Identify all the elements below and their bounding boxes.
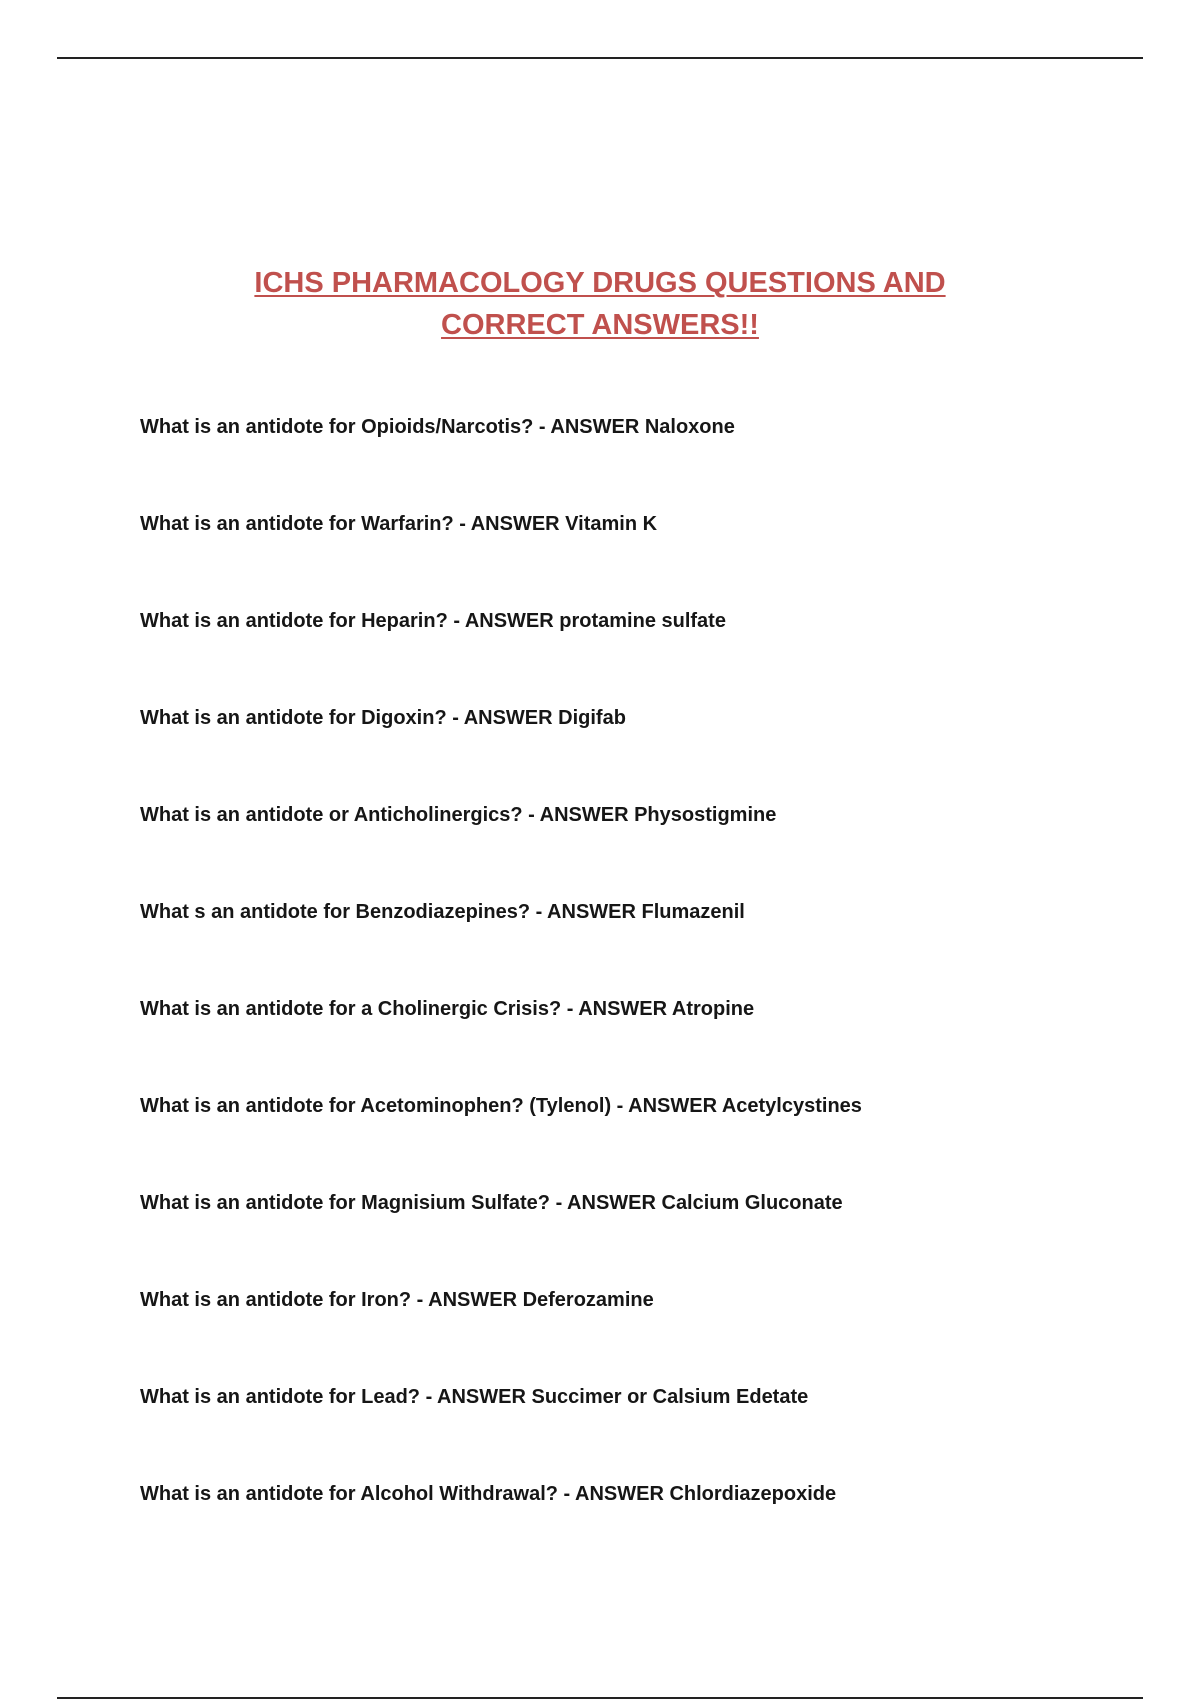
qa-item-benzodiazepines: What s an antidote for Benzodiazepines? - ANSWER Flumazenil [140, 901, 745, 923]
qa-item-lead: What is an antidote for Lead? - ANSWER Succimer or Calsium Edetate [140, 1386, 809, 1408]
top-divider [57, 57, 1143, 59]
qa-item-alcohol-withdrawal: What is an antidote for Alcohol Withdrawal? - ANSWER Chlordiazepoxide [140, 1483, 837, 1505]
qa-item-magnesium-sulfate: What is an antidote for Magnisium Sulfate? - ANSWER Calcium Gluconate [140, 1192, 843, 1214]
qa-item-opioids: What is an antidote for Opioids/Narcotis? - ANSWER Naloxone [140, 416, 735, 438]
document-title [0, 262, 1200, 346]
qa-item-heparin: What is an antidote for Heparin? - ANSWER protamine sulfate [140, 610, 726, 632]
qa-item-cholinergic-crisis: What is an antidote for a Cholinergic Crisis? - ANSWER Atropine [140, 998, 755, 1020]
bottom-divider [57, 1697, 1143, 1699]
qa-item-acetaminophen: What is an antidote for Acetominophen? (Tylenol) - ANSWER Acetylcystines [140, 1095, 862, 1117]
qa-item-anticholinergics: What is an antidote or Anticholinergics? - ANSWER Physostigmine [140, 804, 777, 826]
qa-item-iron: What is an antidote for Iron? - ANSWER Deferozamine [140, 1289, 654, 1311]
qa-item-digoxin: What is an antidote for Digoxin? - ANSWER Digifab [140, 707, 626, 729]
document-title-line-1: ICHS PHARMACOLOGY DRUGS QUESTIONS AND [254, 267, 946, 299]
qa-list [140, 413, 1140, 1577]
document-title-line-2: CORRECT ANSWERS!! [441, 309, 759, 341]
qa-item-warfarin: What is an antidote for Warfarin? - ANSWER Vitamin K [140, 513, 658, 535]
